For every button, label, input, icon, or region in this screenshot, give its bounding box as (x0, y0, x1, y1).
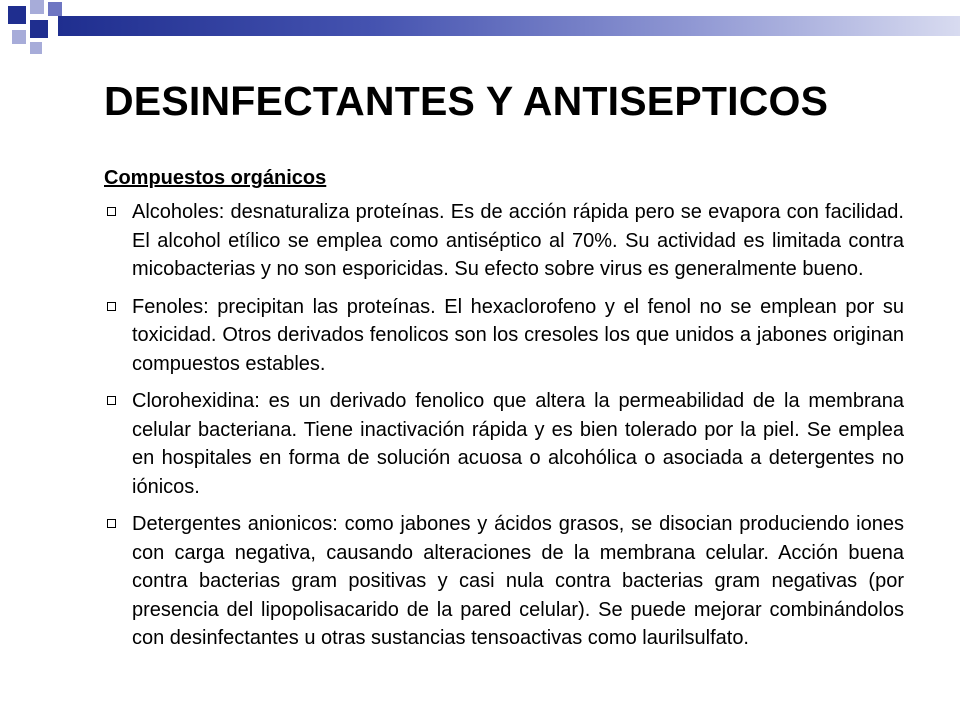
deco-square-mid (48, 2, 62, 16)
deco-square-light (12, 30, 26, 44)
bullet-item-detergentes (104, 510, 904, 653)
bullet-item-fenoles (104, 293, 904, 379)
square-bullet-icon (107, 302, 116, 311)
square-bullet-icon (107, 519, 116, 528)
bullet-item-alcoholes (104, 198, 904, 284)
header-gradient-bar (58, 16, 960, 36)
square-bullet-icon (107, 207, 116, 216)
bullet-text: Detergentes anionicos: como jabones y ácidos grasos, se disocian produciendo iones con carga negativa, causando alteraciones de la membrana celular. Acción buena contra bacterias gram positivas y casi nula contra bacterias gram negativas (por presencia del lipopolisacarido de la pared celular). Se puede mejorar combinándolos con desinfectantes u otras sustancias tensoactivas como laurilsulfato. (132, 513, 904, 649)
deco-square-dark (30, 20, 48, 38)
deco-square-dark (8, 6, 26, 24)
bullet-text: Clorohexidina: es un derivado fenolico que altera la permeabilidad de la membrana celular bacteriana. Tiene inactivación rápida y es bien tolerado por la piel. Se emplea en hospitales en forma de solución acuosa o alcohólica o asociada a detergentes no iónicos. (132, 390, 904, 498)
slide-content (104, 164, 904, 662)
slide-title: DESINFECTANTES Y ANTISEPTICOS (104, 78, 829, 124)
deco-square-light (30, 0, 44, 14)
bullet-text: Alcoholes: desnaturaliza proteínas. Es de acción rápida pero se evapora con facilidad. El alcohol etílico se emplea como antiséptico al 70%. Su actividad es limitada contra micobacterias y no son esporicidas. Su efecto sobre virus es generalmente bueno. (132, 201, 904, 280)
square-bullet-icon (107, 396, 116, 405)
section-subtitle: Compuestos orgánicos (104, 167, 327, 189)
deco-square-light (30, 42, 42, 54)
bullet-item-clorohexidina (104, 387, 904, 501)
bullet-text: Fenoles: precipitan las proteínas. El hexaclorofeno y el fenol no se emplean por su toxicidad. Otros derivados fenolicos son los cresoles los que unidos a jabones originan compuestos estables. (132, 295, 904, 375)
